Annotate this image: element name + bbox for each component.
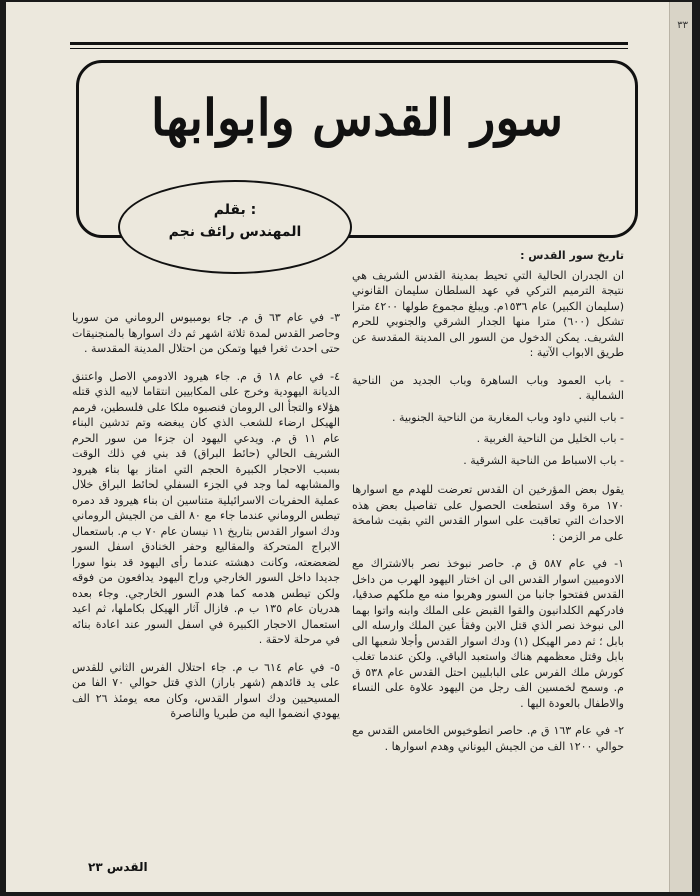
magazine-page: [6, 2, 692, 892]
event-item-2: ٢- في عام ١٦٣ ق م. حاصر انطوخيوس الخامس القدس مع حوالي ١٢٠٠ الف من الجيش اليوناني وهدم اسوارها .: [352, 724, 624, 753]
byline-oval: [118, 180, 352, 274]
gates-list: [352, 373, 624, 469]
gate-item: - باب النبي داود وباب المغاربة من الناحية الجنوبية .: [391, 410, 624, 424]
event-item-1: ١- في عام ٥٨٧ ق م. حاصر نبوخذ نصر بالاشتراك مع الادوميين اسوار القدس الى ان اختار اليهود الهرب من داخل القدس ففتحوا جانبا من السور وهربوا منه مع ملكهم صدقيا، فادركهم الكلدانيون والقوا القبض على الملك وابنه واتوا بهما الى نبوخذ نصر الذي قتل الابن وفقأ عين الملك وارسله الى بابل ؛ ثم دمر الهيكل (١) ودك اسوار القدس وأجلا شعبها الى بابل وقتل معظمهم هناك واستعبد الباقي. ولكن عندما تغلب كورش ملك الفرس على البابليين احتل القدس عام ٥٣٨ ق م. وسمح لخمسين الف رجل من اليهود علاوة على النساء والاطفال بالعودة اليها .: [352, 557, 625, 710]
gate-item: - باب العمود وباب الساهرة وباب الجديد من الناحية الشمالية .: [352, 373, 624, 402]
section-title: تاريخ سور القدس :: [520, 249, 624, 262]
event-item-4: ٤- في عام ١٨ ق م. جاء هيرود الادومي الاصل واعتنق الديانة اليهودية وخرج على المكابيين انتقاما لابيه الذي قتله هؤلاء والتجأ الى الرومان فنصبوه ملكا على فلسطين، فرمم الهيكل ارضاء للشعب الذي كان يبغضه وتم تدشين البناء عام ١١ ق م. ويدعي اليهود ان جزءا من سور الحرم الشريف الحالي (حائط البراق) قد بني في ذلك الوقت بسبب الاحجار الكبيرة الحجم التي امتاز بها بناء هيرود والمشابهه لما وجد في الجزء السفلي لحائط البراق خلال عملية الحفريات الاسرائيلية متناسين ان بناء هيرود قد دمره تيطس الروماني عندما جاء مع ٨٠ الف من الجيش الروماني ودك اسوار القدس بتاريخ ١١ نيسان عام ٧٠ ب م. باستعمال الابراج المتحركة والمقاليع وحفر الخنادق اسفل السور لضعضعته، وكانت دهشته عندما رأى اليهود قد بنوا سورا جديدا داخل السور الخارجي وراح اليهود يدافعون من فوقه ولكن تيطس هدمه كما هدم السور الخارجي. وجاء بعده هدريان عام ١٣٥ ب م. فازال آثار الهيكل بكاملها، ثم اعيد استعمال الاحجار الكبيرة في اسفل السور عند اعادة بنائه في مرحلة لاحقة .: [72, 369, 340, 646]
gate-item: - باب الاسباط من الناحية الشرقية .: [463, 453, 624, 467]
intro-paragraph: ان الجدران الحالية التي تحيط بمدينة القدس الشريف هي نتيجة الترميم التركي في عهد السلطان سليمان القانوني (سليمان الكبير) عام ١٥٣٦م. ويبلغ مجموع طولها ٤٢٠٠ مترا تشكل (٦٠٠) مترا منها الجدار الشرقي والجنوبي للحرم الشريف. يمكن الدخول من السور الى المدينة المقدسة عن طريق الابواب الآتية :: [352, 268, 624, 359]
right-column: [352, 248, 624, 766]
top-rule-thick: [70, 42, 628, 45]
author-name: المهندس رائف نجم: [168, 224, 302, 240]
left-column: [72, 310, 340, 734]
corner-mark: ٣٣: [677, 20, 688, 31]
event-item-5: ٥- في عام ٦١٤ ب م. جاء احتلال الفرس الثاني للقدس على يد قائدهم (شهر باراز) الذي قتل حوالي ٧٠ الفا من المسيحيين ودك اسوار القدس، وكان معه يومئذ ٢٦ الف يهودي انضموا اليه من طبريا والناصرة: [72, 660, 340, 720]
page-spine: [669, 2, 692, 892]
history-paragraph: يقول بعض المؤرخين ان القدس تعرضت للهدم مع اسوارها ١٧٠ مرة وقد استطعت الحصول على تفاصيل بعض هذه الاحداث التي تعاقبت على اسوار القدس التي بقيت شامخة على مر الزمن :: [352, 483, 624, 543]
gate-item: - باب الخليل من الناحية الغربية .: [476, 432, 624, 445]
page-footer: القدس ٢٣: [88, 860, 148, 874]
article-title: سور القدس وابوابها: [150, 88, 564, 147]
event-item-3: ٣- في عام ٦٣ ق م. جاء بومبيوس الروماني من سوريا وحاصر القدس لمدة ثلاثة اشهر ثم دك اسوارها بالمنجنيقات حتى احدث ثغرا فيها وتمكن من احتلال المدينة المقدسة .: [72, 311, 340, 355]
top-rule-thin: [70, 48, 628, 49]
byline-label: بقلم :: [213, 202, 257, 218]
